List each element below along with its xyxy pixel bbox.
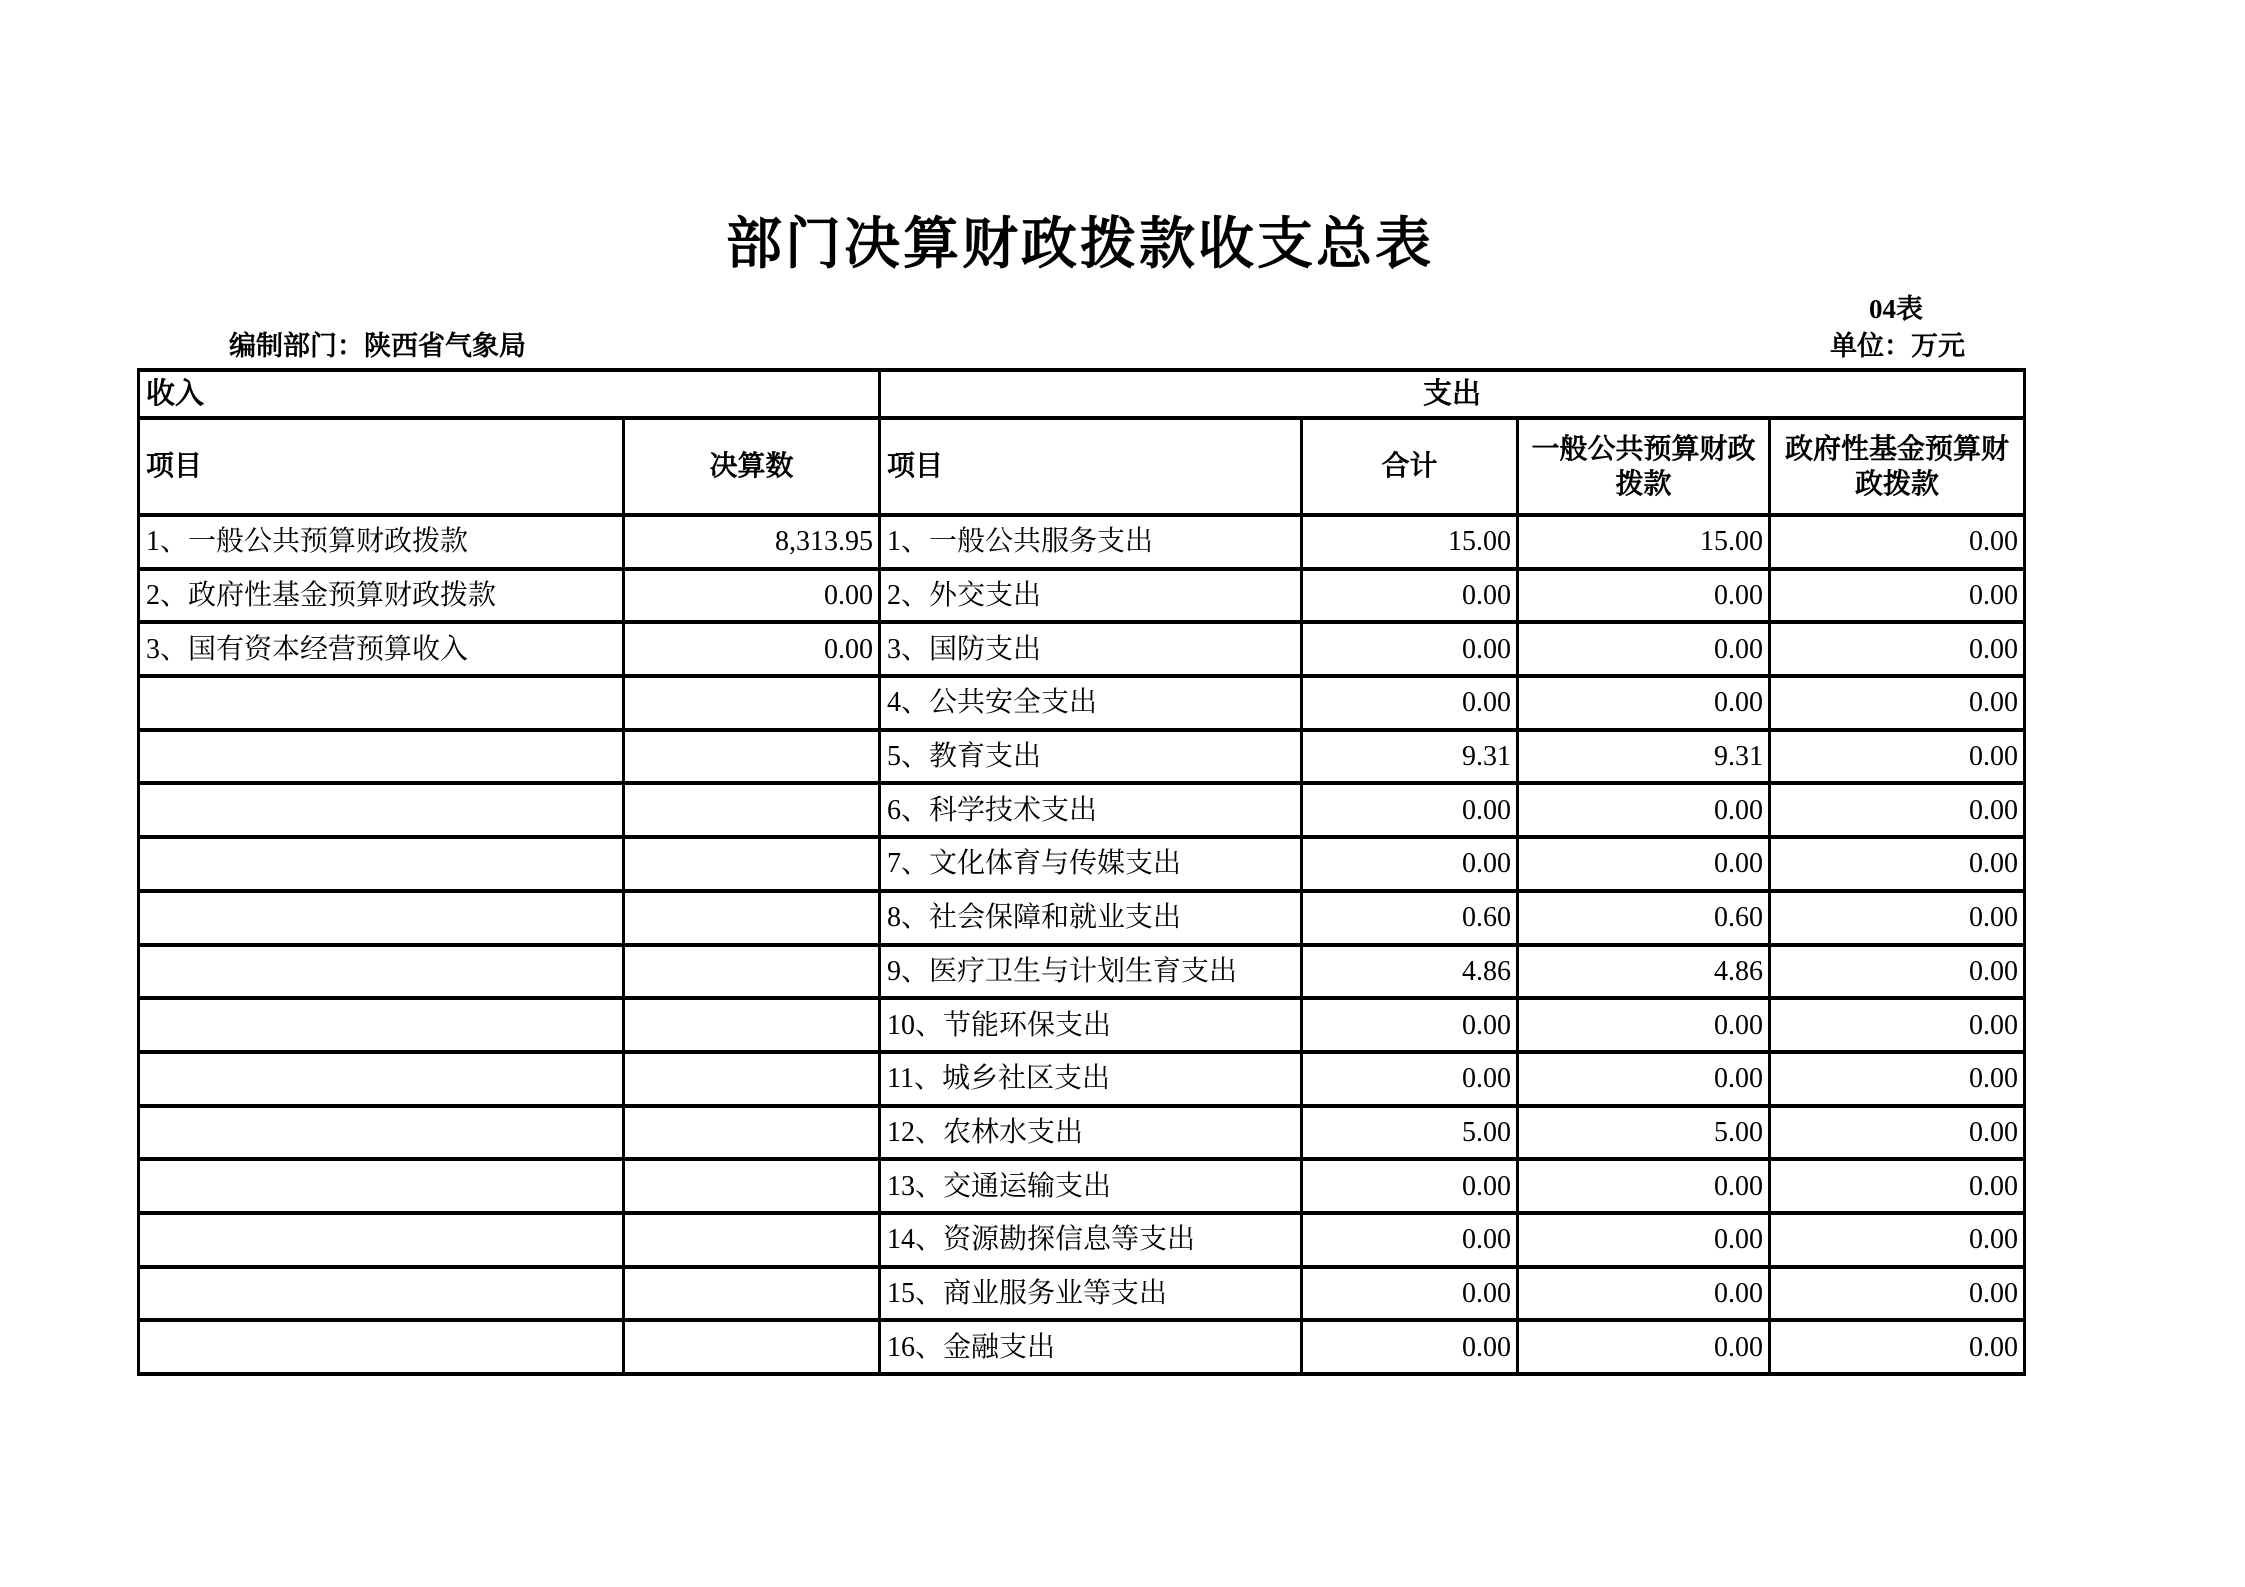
income-item-cell: 3、国有资本经营预算收入 <box>139 622 624 676</box>
income-amount-cell <box>624 783 880 837</box>
expense-item-cell: 11、城乡社区支出 <box>880 1052 1302 1106</box>
expense-total-cell: 0.00 <box>1302 1213 1518 1267</box>
table-row <box>139 1052 2025 1106</box>
income-amount-cell <box>624 676 880 730</box>
table-body <box>139 515 2025 1374</box>
table-row <box>139 515 2025 569</box>
income-amount-cell <box>624 1267 880 1321</box>
expense-total-cell: 0.00 <box>1302 1320 1518 1374</box>
income-amount-cell <box>624 998 880 1052</box>
income-item-cell <box>139 998 624 1052</box>
table-row <box>139 1106 2025 1160</box>
govt-fund-cell: 0.00 <box>1770 945 2025 999</box>
col-header-expense-total: 合计 <box>1302 418 1518 515</box>
income-amount-cell <box>624 1052 880 1106</box>
govt-fund-cell: 0.00 <box>1770 1106 2025 1160</box>
expense-item-cell: 6、科学技术支出 <box>880 783 1302 837</box>
income-item-cell <box>139 676 624 730</box>
table-row <box>139 1320 2025 1374</box>
prepared-by-label: 编制部门：陕西省气象局 <box>229 331 526 361</box>
expense-total-cell: 5.00 <box>1302 1106 1518 1160</box>
income-amount-cell <box>624 1213 880 1267</box>
govt-fund-cell: 0.00 <box>1770 891 2025 945</box>
expense-total-cell: 15.00 <box>1302 515 1518 569</box>
table-row <box>139 1159 2025 1213</box>
income-item-cell: 1、一般公共预算财政拨款 <box>139 515 624 569</box>
govt-fund-cell: 0.00 <box>1770 998 2025 1052</box>
expense-item-cell: 13、交通运输支出 <box>880 1159 1302 1213</box>
income-item-cell <box>139 1159 624 1213</box>
income-amount-cell <box>624 945 880 999</box>
expense-item-cell: 12、农林水支出 <box>880 1106 1302 1160</box>
general-budget-cell: 4.86 <box>1518 945 1770 999</box>
income-item-cell: 2、政府性基金预算财政拨款 <box>139 569 624 623</box>
expense-item-cell: 7、文化体育与传媒支出 <box>880 837 1302 891</box>
general-budget-cell: 0.00 <box>1518 1267 1770 1321</box>
income-amount-cell <box>624 891 880 945</box>
general-budget-cell: 5.00 <box>1518 1106 1770 1160</box>
general-budget-cell: 0.00 <box>1518 998 1770 1052</box>
general-budget-cell: 0.00 <box>1518 1159 1770 1213</box>
general-budget-cell: 15.00 <box>1518 515 1770 569</box>
expense-section-header: 支出 <box>880 370 2025 418</box>
table-row <box>139 945 2025 999</box>
col-header-income-amount: 决算数 <box>624 418 880 515</box>
expense-item-cell: 9、医疗卫生与计划生育支出 <box>880 945 1302 999</box>
expense-total-cell: 0.00 <box>1302 1159 1518 1213</box>
expense-item-cell: 3、国防支出 <box>880 622 1302 676</box>
expense-total-cell: 0.00 <box>1302 622 1518 676</box>
govt-fund-cell: 0.00 <box>1770 515 2025 569</box>
govt-fund-cell: 0.00 <box>1770 1267 2025 1321</box>
budget-summary-table <box>137 368 2026 1376</box>
table-number: 04表 <box>1869 294 1923 324</box>
govt-fund-cell: 0.00 <box>1770 1213 2025 1267</box>
table-row <box>139 1267 2025 1321</box>
col-header-govt-fund: 政府性基金预算财政拨款 <box>1770 418 2025 515</box>
col-header-expense-item: 项目 <box>880 418 1302 515</box>
expense-total-cell: 0.00 <box>1302 1267 1518 1321</box>
column-header-row <box>139 418 2025 515</box>
income-item-cell <box>139 1267 624 1321</box>
expense-item-cell: 16、金融支出 <box>880 1320 1302 1374</box>
general-budget-cell: 0.00 <box>1518 622 1770 676</box>
govt-fund-cell: 0.00 <box>1770 837 2025 891</box>
income-amount-cell: 8,313.95 <box>624 515 880 569</box>
table-row <box>139 998 2025 1052</box>
expense-total-cell: 0.00 <box>1302 783 1518 837</box>
col-header-general-budget: 一般公共预算财政拨款 <box>1518 418 1770 515</box>
general-budget-cell: 0.60 <box>1518 891 1770 945</box>
income-item-cell <box>139 891 624 945</box>
expense-item-cell: 15、商业服务业等支出 <box>880 1267 1302 1321</box>
income-item-cell <box>139 1213 624 1267</box>
general-budget-cell: 0.00 <box>1518 1213 1770 1267</box>
expense-item-cell: 1、一般公共服务支出 <box>880 515 1302 569</box>
income-item-cell <box>139 1106 624 1160</box>
expense-item-cell: 10、节能环保支出 <box>880 998 1302 1052</box>
income-item-cell <box>139 945 624 999</box>
expense-item-cell: 5、教育支出 <box>880 730 1302 784</box>
table-row <box>139 891 2025 945</box>
section-header-row <box>139 370 2025 418</box>
col-header-income-item: 项目 <box>139 418 624 515</box>
table-row <box>139 730 2025 784</box>
income-item-cell <box>139 1052 624 1106</box>
expense-total-cell: 4.86 <box>1302 945 1518 999</box>
income-amount-cell <box>624 1159 880 1213</box>
expense-total-cell: 0.60 <box>1302 891 1518 945</box>
table-row <box>139 783 2025 837</box>
expense-total-cell: 9.31 <box>1302 730 1518 784</box>
general-budget-cell: 0.00 <box>1518 783 1770 837</box>
table-row <box>139 676 2025 730</box>
income-amount-cell: 0.00 <box>624 569 880 623</box>
income-amount-cell <box>624 1320 880 1374</box>
table-row <box>139 622 2025 676</box>
general-budget-cell: 0.00 <box>1518 1320 1770 1374</box>
expense-item-cell: 2、外交支出 <box>880 569 1302 623</box>
general-budget-cell: 0.00 <box>1518 676 1770 730</box>
general-budget-cell: 9.31 <box>1518 730 1770 784</box>
govt-fund-cell: 0.00 <box>1770 622 2025 676</box>
expense-total-cell: 0.00 <box>1302 998 1518 1052</box>
general-budget-cell: 0.00 <box>1518 837 1770 891</box>
income-amount-cell <box>624 1106 880 1160</box>
income-item-cell <box>139 730 624 784</box>
govt-fund-cell: 0.00 <box>1770 1320 2025 1374</box>
page-title: 部门决算财政拨款收支总表 <box>726 214 1434 276</box>
table-row <box>139 837 2025 891</box>
govt-fund-cell: 0.00 <box>1770 730 2025 784</box>
expense-item-cell: 8、社会保障和就业支出 <box>880 891 1302 945</box>
income-amount-cell <box>624 837 880 891</box>
expense-item-cell: 4、公共安全支出 <box>880 676 1302 730</box>
expense-total-cell: 0.00 <box>1302 837 1518 891</box>
table-row <box>139 569 2025 623</box>
income-item-cell <box>139 783 624 837</box>
income-item-cell <box>139 1320 624 1374</box>
general-budget-cell: 0.00 <box>1518 569 1770 623</box>
expense-total-cell: 0.00 <box>1302 676 1518 730</box>
meta-row <box>137 324 2023 364</box>
income-amount-cell: 0.00 <box>624 622 880 676</box>
income-item-cell <box>139 837 624 891</box>
govt-fund-cell: 0.00 <box>1770 1159 2025 1213</box>
income-section-header: 收入 <box>139 370 880 418</box>
govt-fund-cell: 0.00 <box>1770 783 2025 837</box>
income-amount-cell <box>624 730 880 784</box>
govt-fund-cell: 0.00 <box>1770 676 2025 730</box>
unit-label: 单位：万元 <box>1830 331 1965 361</box>
govt-fund-cell: 0.00 <box>1770 1052 2025 1106</box>
table-row <box>139 1213 2025 1267</box>
general-budget-cell: 0.00 <box>1518 1052 1770 1106</box>
expense-total-cell: 0.00 <box>1302 569 1518 623</box>
expense-total-cell: 0.00 <box>1302 1052 1518 1106</box>
expense-item-cell: 14、资源勘探信息等支出 <box>880 1213 1302 1267</box>
govt-fund-cell: 0.00 <box>1770 569 2025 623</box>
